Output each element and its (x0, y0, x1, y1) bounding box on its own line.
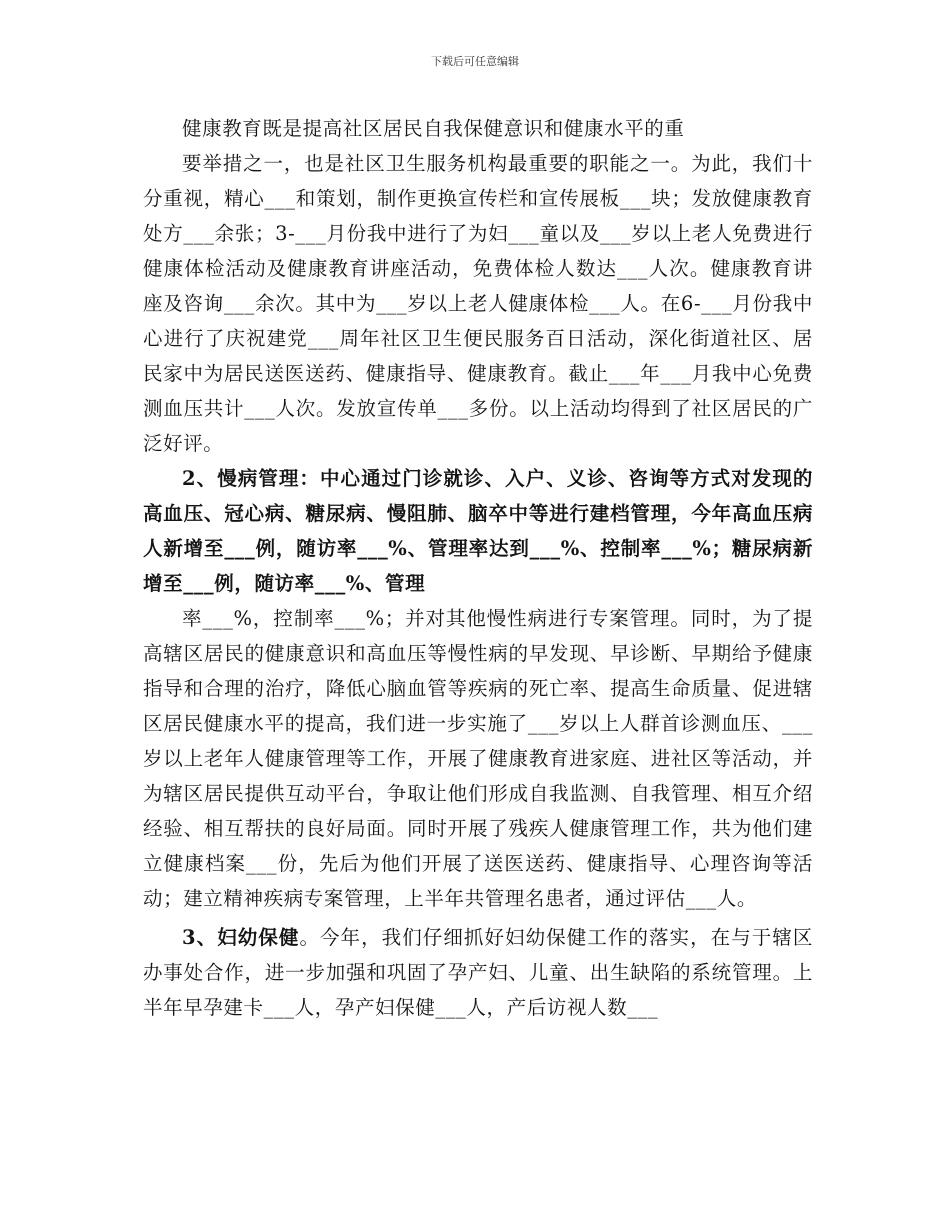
paragraph-chronic-disease: 率___%，控制率___%；并对其他慢性病进行专案管理。同时，为了提高辖区居民的健康意识和高血压等慢性病的早发现、早诊断、早期给予健康指导和合理的治疗，降低心脑血管等疾病的死亡率、提高生命质量、促进辖区居民健康水平的提高，我们进一步实施了___岁以上人群首诊测血压、___岁以上老年人健康管理等工作，开展了健康教育进家庭、进社区等活动，并为辖区居民提供互动平台，争取让他们形成自我监测、自我管理、相互介绍经验、相互帮扶的良好局面。同时开展了残疾人健康管理工作，共为他们建立健康档案___份，先后为他们开展了送医送药、健康指导、心理咨询等活动；建立精神疾病专案管理，上半年共管理名患者，通过评估___人。 (143, 607, 813, 910)
paragraph-health-education-lead: 健康教育既是提高社区居民自我保健意识和健康水平的重 (182, 117, 685, 140)
paragraph-health-education: 要举措之一，也是社区卫生服务机构最重要的职能之一。为此，我们十分重视，精心___和策划，制作更换宣传栏和宣传展板___块；发放健康教育处方___余张；3-___月份我中进行了为妇___童以及___岁以上老人免费进行健康体检活动及健康教育讲座活动，免费体检人数达___人次。健康教育讲座及咨询___余次。其中为___岁以上老人健康体检___人。在6-___月份我中心进行了庆祝建党___周年社区卫生便民服务百日活动，深化街道社区、居民家中为居民送医送药、健康指导、健康教育。截止___年___月我中心免费测血压共计___人次。发放宣传单___多份。以上活动均得到了社区居民的广泛好评。 (143, 152, 813, 455)
section-3-title: 3、妇幼保健 (182, 926, 300, 949)
section-3-body: 。今年，我们仔细抓好妇幼保健工作的落实，在与于辖区办事处合作，进一步加强和巩固了孕产妇、儿童、出生缺陷的系统管理。上半年早孕建卡___人，孕产妇保健___人，产后访视人数___ (143, 926, 813, 1019)
page-header: 下载后可任意编辑 (431, 55, 519, 68)
paragraph-maternal-child (143, 920, 813, 1025)
document-body (143, 111, 813, 1025)
paragraph-chronic-disease-heading: 2、慢病管理：中心通过门诊就诊、入户、义诊、咨询等方式对发现的高血压、冠心病、糖尿病、慢阻肺、脑卒中等进行建档管理，今年高血压病人新增至___例，随访率___%、管理率达到___%、控制率___%；糖尿病新增至___例，随访率___%、管理 (143, 467, 813, 595)
